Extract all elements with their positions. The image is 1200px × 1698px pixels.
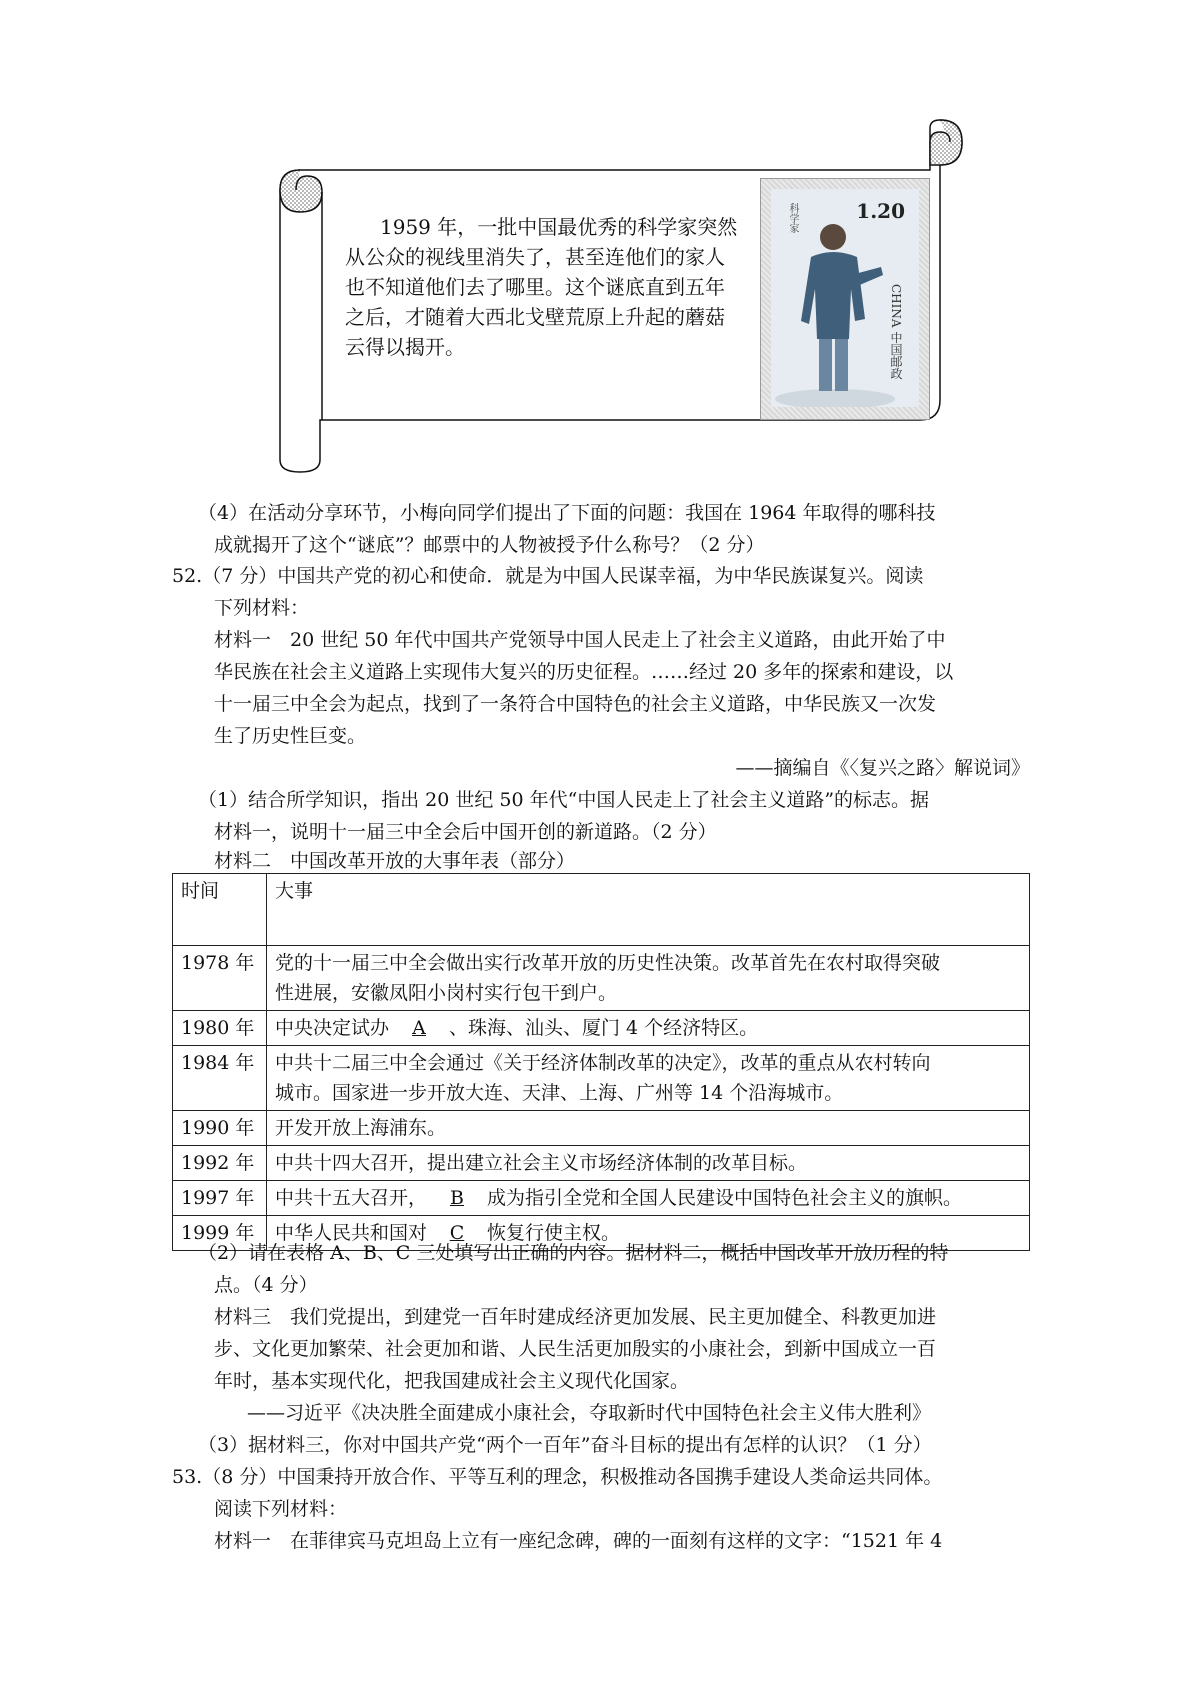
event-cell	[267, 1046, 1030, 1111]
blank-a: A	[412, 1017, 426, 1039]
year-cell: 1984 年	[173, 1046, 267, 1111]
q52-material1-line-4: 生了历史性巨变。	[214, 725, 367, 747]
year-cell: 1992 年	[173, 1146, 267, 1181]
header-time: 时间	[173, 874, 267, 946]
event-text: 恢复行使主权。	[487, 1222, 621, 1244]
table-row	[173, 1181, 1030, 1216]
event-cell	[267, 1181, 1030, 1216]
postage-stamp	[760, 178, 930, 420]
q53-line-2: 阅读下列材料：	[214, 1498, 348, 1520]
event-text: 中华人民共和国对	[275, 1222, 428, 1244]
q52-part1-line-2: 材料一，说明十一届三中全会后中国开创的新道路。（2 分）	[214, 821, 717, 843]
q4-line-1: （4）在活动分享环节，小梅向同学们提出了下面的问题：我国在 1964 年取得的哪科技	[198, 502, 936, 524]
q52-part2-line-2: 点。（4 分）	[214, 1274, 318, 1296]
q53-material1-line-1: 材料一 在菲律宾马克坦岛上立有一座纪念碑，碑的一面刻有这样的文字：“1521 年 4	[214, 1530, 943, 1552]
stamp-value: 1.20	[856, 199, 905, 223]
event-text: 性进展，安徽凤阳小岗村实行包干到户。	[275, 982, 618, 1004]
event-text: 中共十二届三中全会通过《关于经济体制改革的决定》，改革的重点从农村转向	[275, 1052, 931, 1074]
q52-part2-line-1: （2）请在表格 A、B、C 三处填写出正确的内容。据材料二，概括中国改革开放历程的特	[198, 1242, 949, 1264]
q52-part3: （3）据材料三，你对中国共产党“两个一百年”奋斗目标的提出有怎样的认识？（1 分）	[198, 1434, 932, 1456]
q52-material3-line-2: 步、文化更加繁荣、社会更加和谐、人民生活更加殷实的小康社会，到新中国成立一百	[214, 1338, 937, 1360]
table-row	[173, 946, 1030, 1011]
blank-b: B	[450, 1187, 464, 1209]
stamp-caption: 科学家	[787, 203, 798, 233]
q52-material2-title: 材料二 中国改革开放的大事年表（部分）	[214, 850, 576, 872]
q52-line-2: 下列材料：	[214, 597, 310, 619]
scroll-text-line-3: 也不知道他们去了哪里。这个谜底直到五年	[345, 275, 725, 299]
scroll-text-line-4: 之后，才随着大西北戈壁荒原上升起的蘑菇	[345, 305, 725, 329]
table-row	[173, 1111, 1030, 1146]
q52-material1-line-3: 十一届三中全会为起点，找到了一条符合中国特色的社会主义道路，中华民族又一次发	[214, 693, 937, 715]
table-row	[173, 1011, 1030, 1046]
scroll-text-line-1: 1959 年，一批中国最优秀的科学家突然	[380, 215, 738, 239]
q53-line-1: 53.（8 分）中国秉持开放合作、平等互利的理念，积极推动各国携手建设人类命运共同体。	[172, 1466, 943, 1488]
event-cell: 开发开放上海浦东。	[267, 1111, 1030, 1146]
event-text: 中共十五大召开，	[275, 1187, 428, 1209]
event-cell: 中共十四大召开，提出建立社会主义市场经济体制的改革目标。	[267, 1146, 1030, 1181]
event-text: 城市。国家进一步开放大连、天津、上海、广州等 14 个沿海城市。	[275, 1082, 844, 1104]
year-cell: 1999 年	[173, 1216, 267, 1251]
table-row	[173, 1146, 1030, 1181]
year-cell: 1990 年	[173, 1111, 267, 1146]
table-row	[173, 1046, 1030, 1111]
q4-line-2: 成就揭开了这个“谜底”？邮票中的人物被授予什么称号？（2 分）	[214, 534, 765, 556]
blank-c: C	[449, 1222, 465, 1244]
event-text: 成为指引全党和全国人民建设中国特色社会主义的旗帜。	[487, 1187, 963, 1209]
header-event: 大事	[267, 874, 1030, 946]
q52-material1-line-1: 材料一 20 世纪 50 年代中国共产党领导中国人民走上了社会主义道路，由此开始了中	[214, 629, 946, 651]
q52-line-1: 52.（7 分）中国共产党的初心和使命．就是为中国人民谋幸福，为中华民族谋复兴。阅读	[172, 565, 924, 587]
year-cell: 1997 年	[173, 1181, 267, 1216]
scroll-text-line-2: 从公众的视线里消失了，甚至连他们的家人	[345, 245, 725, 269]
event-text: 、珠海、汕头、厦门 4 个经济特区。	[449, 1017, 759, 1039]
scroll-text-line-5: 云得以揭开。	[345, 335, 465, 359]
year-cell: 1978 年	[173, 946, 267, 1011]
reform-timeline-table	[172, 873, 1030, 1251]
table-row	[173, 874, 1030, 946]
q52-part1-line-1: （1）结合所学知识，指出 20 世纪 50 年代“中国人民走上了社会主义道路”的标志。据	[198, 789, 930, 811]
q52-material3-line-1: 材料三 我们党提出，到建党一百年时建成经济更加发展、民主更加健全、科教更加进	[214, 1306, 937, 1328]
event-text: 党的十一届三中全会做出实行改革开放的历史性决策。改革首先在农村取得突破	[275, 952, 941, 974]
q52-material1-source: ——摘编自《〈复兴之路〉解说词》	[735, 757, 1030, 779]
event-cell	[267, 1011, 1030, 1046]
q52-material1-line-2: 华民族在社会主义道路上实现伟大复兴的历史征程。……经过 20 多年的探索和建设，以	[214, 661, 954, 683]
year-cell: 1980 年	[173, 1011, 267, 1046]
event-cell	[267, 946, 1030, 1011]
q52-material3-line-3: 年时，基本实现代化，把我国建成社会主义现代化国家。	[214, 1370, 690, 1392]
event-text: 中央决定试办	[275, 1017, 390, 1039]
q52-material3-source: ——习近平《决决胜全面建成小康社会，夺取新时代中国特色社会主义伟大胜利》	[247, 1402, 932, 1424]
stamp-country: CHINA 中国邮政	[889, 283, 903, 379]
